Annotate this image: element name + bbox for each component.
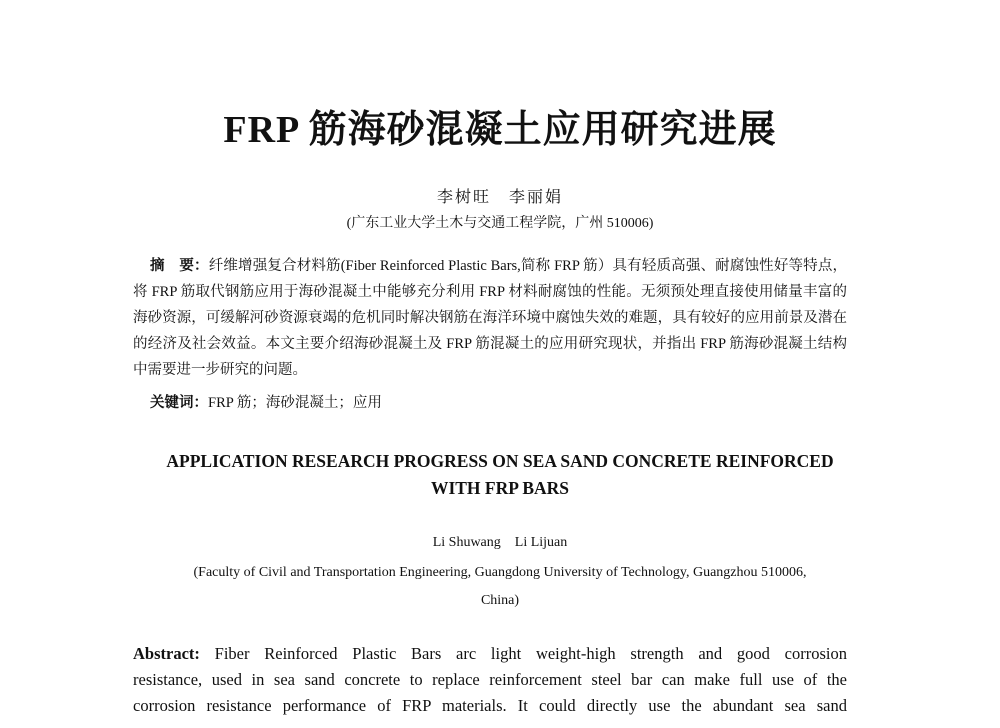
keywords-cn: [150, 391, 382, 412]
abstract-en-line: resistance, used in sea sand concrete to replace reinforcement steel bar can make full use of the: [133, 670, 847, 689]
english-affiliation-line: (Faculty of Civil and Transportation Engineering, Guangdong University of Technology, Guangzhou 510006,: [193, 565, 807, 580]
english-title: [0, 448, 1000, 502]
abstract-en-line: corrosion resistance performance of FRP materials. It could directly use the abundant sea sand: [133, 696, 847, 715]
english-affiliation: [140, 559, 860, 615]
english-authors: Li Shuwang Li Lijuan: [432, 535, 568, 550]
abstract-cn-text: 纤维增强复合材料筋(Fiber Reinforced Plastic Bars,简称 FRP 筋）具有轻质高强、耐腐蚀性好等特点，将 FRP 筋取代钢筋应用于海砂混凝土中能够充分利用 FRP 材料耐腐蚀的性能。无须预处理直接使用储量丰富的海砂资源，可缓解河砂资源衰竭的危机同时解决钢筋在海洋环境中腐蚀失效的难题，具有较好的应用前景及潜在的经济及社会效益。本文主要介绍海砂混凝土及 FRP 筋混凝土的应用研究现状，并指出 FRP 筋海砂混凝土结构中需要进一步研究的问题。: [133, 258, 848, 378]
keywords-text: FRP 筋；海砂混凝土；应用: [208, 395, 382, 411]
abstract-cn: [133, 253, 847, 383]
abstract-en: [133, 641, 847, 719]
abstract-cn-label: 摘 要：: [150, 258, 209, 274]
paper-title: FRP 筋海砂混凝土应用研究进展: [223, 109, 777, 151]
english-affiliation-line: China): [480, 593, 520, 608]
english-title-line: APPLICATION RESEARCH PROGRESS ON SEA SAND CONCRETE REINFORCED: [166, 451, 834, 471]
keywords-label: 关键词：: [150, 395, 208, 411]
english-title-line: WITH FRP BARS: [430, 478, 570, 498]
affiliation: (广东工业大学土木与交通工程学院，广州 510006): [346, 216, 654, 231]
abstract-en-label: Abstract:: [133, 644, 200, 663]
abstract-en-line: Fiber Reinforced Plastic Bars arc light weight-high strength and good corrosion: [199, 644, 847, 663]
authors: 李树旺 李丽娟: [436, 189, 563, 206]
